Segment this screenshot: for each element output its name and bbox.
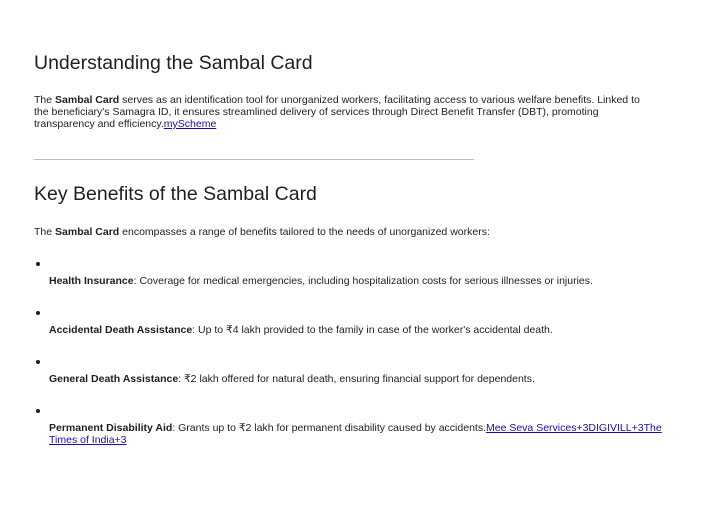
section-heading-benefits: Key Benefits of the Sambal Card <box>34 183 317 205</box>
benefits-intro-body: encompasses a range of benefits tailored to the needs of unorganized workers: <box>119 226 490 238</box>
benefit-desc: : ₹2 lakh offered for natural death, ensuring financial support for dependents. <box>178 373 535 385</box>
benefit-text <box>49 373 684 385</box>
section-heading-understanding: Understanding the Sambal Card <box>34 52 313 74</box>
benefits-intro-paragraph <box>34 226 654 238</box>
intro-paragraph <box>34 94 654 130</box>
benefit-desc: : Up to ₹4 lakh provided to the family in case of the worker's accidental death. <box>192 324 553 336</box>
benefits-intro-bold-term: Sambal Card <box>55 226 120 238</box>
benefits-intro-prefix: The <box>34 226 56 238</box>
benefit-text <box>49 422 684 446</box>
intro-body: serves as an identification tool for unorganized workers, facilitating access to various welfare benefits. Linked to the beneficiary's Samagra ID, it ensures streamlined delivery of services through Direct Benefit Transfer (DBT), promoting transparency and efficiency. <box>34 94 640 130</box>
intro-bold-term: Sambal Card <box>55 94 120 106</box>
source-link-myscheme[interactable]: myScheme <box>163 118 217 130</box>
benefit-text <box>49 275 684 287</box>
bullet-icon <box>36 360 40 364</box>
benefit-title: Permanent Disability Aid <box>49 422 173 434</box>
benefit-text <box>49 324 684 336</box>
bullet-icon <box>36 409 40 413</box>
source-link-citations[interactable]: Mee Seva Services+3DIGIVILL+3The Times of India+3 <box>49 422 662 446</box>
section-divider <box>34 159 474 160</box>
bullet-icon <box>36 262 40 266</box>
bullet-icon <box>36 311 40 315</box>
benefit-title: General Death Assistance <box>49 373 179 385</box>
benefit-title: Accidental Death Assistance <box>49 324 193 336</box>
benefit-desc: : Grants up to ₹2 lakh for permanent disability caused by accidents. <box>172 422 486 434</box>
intro-prefix: The <box>34 94 56 106</box>
benefit-desc: : Coverage for medical emergencies, including hospitalization costs for serious illnesses or injuries. <box>133 275 593 287</box>
benefit-title: Health Insurance <box>49 275 134 287</box>
